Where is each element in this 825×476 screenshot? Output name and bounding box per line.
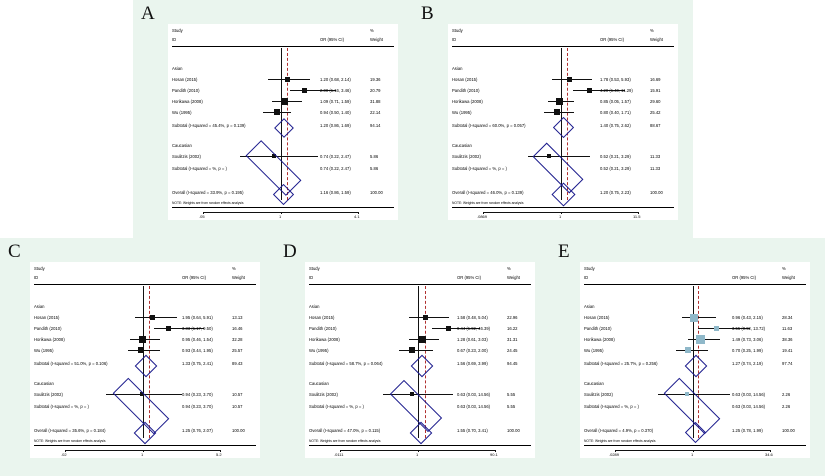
overall-or-c: 1.25 (0.76, 2.07) <box>182 428 213 433</box>
study-label-d-2: Horikawa (2008) <box>309 337 340 342</box>
or-value-a-2: 1.09 (0.71, 1.59) <box>320 99 351 104</box>
subtotal-weight-d-asian: 94.45 <box>507 361 518 366</box>
ci-line-e-3 <box>676 350 708 351</box>
or-value-a-1: 2.00 (1.16, 3.46) <box>320 88 351 93</box>
header-divider-a <box>172 46 394 47</box>
header-study-e: Study <box>584 266 595 271</box>
weight-value-e-4: 2.26 <box>782 392 791 397</box>
header-id-e: ID <box>584 275 589 280</box>
x-label-right-b: 11.5 <box>633 214 641 219</box>
weight-value-e-0: 28.34 <box>782 315 793 320</box>
x-label-center-a: 1 <box>279 214 282 219</box>
x-label-left-a: .05 <box>199 214 205 219</box>
x-label-center-b: 1 <box>559 214 562 219</box>
study-label-a-1: Pandith (2010) <box>172 88 200 93</box>
subtotal-weight-d-cauc: 5.55 <box>507 404 516 409</box>
subtotal-label-b-asian: Subtotal (I-squared = 60.0%, p = 0.057) <box>452 123 526 128</box>
note-b: NOTE: Weights are from random effects analysis <box>452 201 524 205</box>
study-label-e-1: Pandith (2010) <box>584 326 612 331</box>
x-label-left-d: .0111 <box>334 452 344 457</box>
ci-line-d-3 <box>399 350 433 351</box>
subtotal-or-d-asian: 1.56 (0.69, 3.99) <box>457 361 488 366</box>
or-value-b-3: 0.80 (0.40, 1.71) <box>600 110 631 115</box>
subtotal-or-b-asian: 1.40 (0.75, 2.62) <box>600 123 631 128</box>
marker-b-0 <box>567 77 572 82</box>
header-divider-b <box>452 46 674 47</box>
study-label-d-4: Soulitzis (2002) <box>309 392 338 397</box>
overall-weight-b: 100.00 <box>650 190 663 195</box>
subtotal-label-d-asian: Subtotal (I-squared = 58.7%, p = 0.064) <box>309 361 383 366</box>
forest-plot-b <box>448 24 678 220</box>
weight-value-a-3: 22.14 <box>370 110 381 115</box>
axis-divider-d <box>309 445 531 446</box>
group-header-asian-c: Asian <box>34 304 45 309</box>
header-or-d: OR (95% CI) <box>457 275 481 280</box>
x-label-right-c: 5.2 <box>216 452 222 457</box>
x-label-right-a: 4.1 <box>354 214 360 219</box>
or-value-d-1: 9.44 (1.92, 46.39) <box>457 326 491 331</box>
study-label-e-3: Wu (1995) <box>584 348 604 353</box>
overall-label-e: Overall (I-squared = 4.9%, p = 0.370) <box>584 428 654 433</box>
x-label-center-d: 1 <box>416 452 419 457</box>
header-id-c: ID <box>34 275 39 280</box>
study-label-e-4: Soulitzis (2002) <box>584 392 613 397</box>
weight-value-a-0: 19.36 <box>370 77 381 82</box>
weight-value-b-2: 29.60 <box>650 99 661 104</box>
group-header-caucasian-b: Caucasian <box>452 143 472 148</box>
overall-or-e: 1.25 (0.78, 1.99) <box>732 428 763 433</box>
study-label-a-4: Soulitzis (2002) <box>172 154 201 159</box>
overall-or-b: 1.20 (0.75, 2.23) <box>600 190 631 195</box>
subtotal-label-a-cauc: Subtotal (I-squared = %, p = ) <box>172 166 227 171</box>
panel-letter-d: D <box>283 241 297 262</box>
or-value-c-1: 3.33 (1.17, 9.50) <box>182 326 213 331</box>
subtotal-weight-e-asian: 97.74 <box>782 361 793 366</box>
overall-weight-e: 100.00 <box>782 428 795 433</box>
overall-label-d: Overall (I-squared = 47.0%, p = 0.115) <box>309 428 381 433</box>
weight-value-c-2: 32.28 <box>232 337 243 342</box>
study-label-b-3: Wu (1995) <box>452 110 472 115</box>
or-value-e-2: 1.49 (0.73, 3.06) <box>732 337 763 342</box>
or-value-a-0: 1.20 (0.68, 2.14) <box>320 77 351 82</box>
study-label-d-1: Pandith (2010) <box>309 326 337 331</box>
subtotal-label-b-cauc: Subtotal (I-squared = %, p = ) <box>452 166 507 171</box>
study-label-b-2: Horikawa (2008) <box>452 99 483 104</box>
header-divider-e <box>584 284 806 285</box>
marker-d-1 <box>446 326 451 331</box>
study-label-c-0: Hosan (2015) <box>34 315 60 320</box>
or-value-b-2: 0.85 (0.05, 1.57) <box>600 99 631 104</box>
note-a: NOTE: Weights are from random effects analysis <box>172 201 244 205</box>
subtotal-or-e-cauc: 0.63 (0.03, 14.56) <box>732 404 766 409</box>
axis-divider-e <box>584 445 806 446</box>
subtotal-diamond-d-asian <box>411 355 434 378</box>
subtotal-label-e-cauc: Subtotal (I-squared = %, p = ) <box>584 404 639 409</box>
header-or-e: OR (95% CI) <box>732 275 756 280</box>
ci-line-e-0 <box>682 317 716 318</box>
header-pct-b: % <box>650 28 654 33</box>
or-value-c-4: 0.94 (0.23, 3.70) <box>182 392 213 397</box>
marker-a-2 <box>281 98 288 105</box>
subtotal-diamond-a-asian <box>274 118 294 138</box>
subtotal-weight-e-cauc: 2.26 <box>782 404 791 409</box>
or-value-b-4: 0.52 (0.21, 3.29) <box>600 154 631 159</box>
header-study-c: Study <box>34 266 45 271</box>
panel-letter-c: C <box>8 241 21 262</box>
header-weight-e: Weight <box>782 275 795 280</box>
subtotal-or-a-asian: 1.20 (0.86, 1.69) <box>320 123 351 128</box>
or-value-a-3: 0.94 (0.50, 1.40) <box>320 110 351 115</box>
or-value-d-2: 1.28 (0.61, 3.03) <box>457 337 488 342</box>
weight-value-e-3: 19.41 <box>782 348 793 353</box>
weight-value-d-0: 22.96 <box>507 315 518 320</box>
weight-value-d-4: 5.55 <box>507 392 516 397</box>
subtotal-or-a-cauc: 0.74 (0.22, 2.47) <box>320 166 351 171</box>
header-weight-a: Weight <box>370 37 383 42</box>
overall-label-b: Overall (I-squared = 46.0%, p = 0.139) <box>452 190 524 195</box>
header-weight-b: Weight <box>650 37 663 42</box>
subtotal-diamond-e-asian <box>685 355 708 378</box>
or-value-e-1: 3.55 (0.92, 13.72) <box>732 326 766 331</box>
study-label-c-2: Horikawa (2008) <box>34 337 65 342</box>
header-weight-d: Weight <box>507 275 520 280</box>
group-header-caucasian-e: Caucasian <box>584 381 604 386</box>
header-id-b: ID <box>452 37 457 42</box>
note-d: NOTE: Weights are from random effects analysis <box>309 439 381 443</box>
marker-c-0 <box>150 315 155 320</box>
weight-value-b-3: 25.42 <box>650 110 661 115</box>
subtotal-diamond-a-cauc <box>246 140 302 196</box>
marker-c-3 <box>138 347 144 353</box>
study-label-d-0: Hosan (2015) <box>309 315 335 320</box>
overall-label-a: Overall (I-squared = 33.9%, p = 0.195) <box>172 190 244 195</box>
study-label-c-3: Wu (1995) <box>34 348 54 353</box>
study-label-c-4: Soulitzis (2002) <box>34 392 63 397</box>
study-label-c-1: Pandith (2010) <box>34 326 62 331</box>
weight-value-a-2: 31.88 <box>370 99 381 104</box>
marker-d-0 <box>423 315 428 320</box>
ci-line-b-0 <box>552 79 592 80</box>
note-c: NOTE: Weights are from random effects analysis <box>34 439 106 443</box>
study-label-d-3: Wu (1995) <box>309 348 329 353</box>
overall-weight-a: 100.00 <box>370 190 383 195</box>
weight-value-e-1: 11.63 <box>782 326 793 331</box>
weight-value-b-4: 11.33 <box>650 154 661 159</box>
marker-e-0 <box>690 314 698 322</box>
marker-b-1 <box>587 88 592 93</box>
header-weight-c: Weight <box>232 275 245 280</box>
subtotal-diamond-d-cauc <box>390 380 442 432</box>
weight-value-e-2: 38.36 <box>782 337 793 342</box>
subtotal-label-c-cauc: Subtotal (I-squared = %, p = ) <box>34 404 89 409</box>
x-label-right-d: 90.1 <box>490 452 498 457</box>
group-header-caucasian-a: Caucasian <box>172 143 192 148</box>
weight-value-c-0: 13.13 <box>232 315 243 320</box>
or-value-e-3: 0.70 (0.25, 1.99) <box>732 348 763 353</box>
weight-value-d-3: 24.45 <box>507 348 518 353</box>
marker-a-1 <box>302 88 307 93</box>
or-value-b-0: 1.78 (0.53, 5.93) <box>600 77 631 82</box>
marker-a-3 <box>274 109 280 115</box>
header-pct-d: % <box>507 266 511 271</box>
subtotal-or-c-cauc: 0.94 (0.23, 3.70) <box>182 404 213 409</box>
subtotal-label-c-asian: Subtotal (I-squared = 51.0%, p = 0.106) <box>34 361 108 366</box>
study-label-e-2: Horikawa (2008) <box>584 337 615 342</box>
marker-c-2 <box>139 336 146 343</box>
marker-e-1 <box>714 326 719 331</box>
forest-plot-c <box>30 262 260 458</box>
header-divider-c <box>34 284 256 285</box>
subtotal-label-d-cauc: Subtotal (I-squared = %, p = ) <box>309 404 364 409</box>
weight-value-b-0: 16.69 <box>650 77 661 82</box>
panel-letter-b: B <box>421 3 434 24</box>
axis-divider-b <box>452 207 674 208</box>
subtotal-weight-b-cauc: 11.33 <box>650 166 661 171</box>
marker-b-2 <box>556 98 563 105</box>
marker-e-3 <box>685 347 691 353</box>
marker-b-3 <box>554 109 560 115</box>
weight-value-c-3: 25.57 <box>232 348 243 353</box>
study-label-a-2: Horikawa (2008) <box>172 99 203 104</box>
group-header-asian-e: Asian <box>584 304 595 309</box>
axis-divider-a <box>172 207 394 208</box>
weight-value-a-4: 5.86 <box>370 154 379 159</box>
subtotal-label-e-asian: Subtotal (I-squared = 25.7%, p = 0.256) <box>584 361 658 366</box>
overall-or-d: 1.55 (0.70, 3.41) <box>457 428 488 433</box>
header-study-b: Study <box>452 28 463 33</box>
or-value-d-3: 0.67 (0.23, 2.00) <box>457 348 488 353</box>
or-value-a-4: 0.74 (0.22, 2.47) <box>320 154 351 159</box>
header-or-b: OR (95% CI) <box>600 37 624 42</box>
forest-plot-d <box>305 262 535 458</box>
subtotal-weight-a-cauc: 5.86 <box>370 166 379 171</box>
weight-value-d-1: 16.22 <box>507 326 518 331</box>
marker-d-3 <box>409 347 415 353</box>
or-value-d-4: 0.63 (0.03, 14.56) <box>457 392 491 397</box>
weight-value-a-1: 20.79 <box>370 88 381 93</box>
marker-a-0 <box>285 77 290 82</box>
study-label-b-4: Soulitzis (2002) <box>452 154 481 159</box>
header-or-c: OR (95% CI) <box>182 275 206 280</box>
subtotal-weight-b-asian: 88.67 <box>650 123 661 128</box>
x-label-center-e: 1 <box>691 452 694 457</box>
weight-value-b-1: 15.91 <box>650 88 661 93</box>
ci-line-d-0 <box>409 317 449 318</box>
group-header-caucasian-d: Caucasian <box>309 381 329 386</box>
group-header-asian-a: Asian <box>172 66 183 71</box>
or-value-c-0: 1.95 (0.64, 5.91) <box>182 315 213 320</box>
note-e: NOTE: Weights are from random effects analysis <box>584 439 656 443</box>
or-value-c-3: 0.93 (0.44, 1.95) <box>182 348 213 353</box>
header-study-a: Study <box>172 28 183 33</box>
study-label-a-3: Wu (1995) <box>172 110 192 115</box>
study-label-b-0: Hosan (2015) <box>452 77 478 82</box>
marker-d-2 <box>419 336 426 343</box>
panel-letter-a: A <box>141 3 155 24</box>
x-label-center-c: 1 <box>141 452 144 457</box>
subtotal-or-c-asian: 1.33 (0.75, 2.41) <box>182 361 213 366</box>
group-header-asian-d: Asian <box>309 304 320 309</box>
or-value-e-4: 0.63 (0.03, 14.56) <box>732 392 766 397</box>
weight-value-d-2: 31.31 <box>507 337 518 342</box>
header-pct-c: % <box>232 266 236 271</box>
overall-or-a: 1.16 (0.86, 1.59) <box>320 190 351 195</box>
subtotal-label-a-asian: Subtotal (I-squared = 45.4%, p = 0.139) <box>172 123 246 128</box>
panel-letter-e: E <box>558 241 570 262</box>
overall-weight-c: 100.00 <box>232 428 245 433</box>
subtotal-weight-c-cauc: 10.57 <box>232 404 243 409</box>
marker-e-2 <box>696 335 705 344</box>
x-label-left-e: .0289 <box>609 452 620 457</box>
header-pct-a: % <box>370 28 374 33</box>
ci-line-c-3 <box>128 350 160 351</box>
x-label-left-c: .02 <box>61 452 67 457</box>
study-label-a-0: Hosan (2015) <box>172 77 198 82</box>
subtotal-or-d-cauc: 0.63 (0.03, 14.56) <box>457 404 491 409</box>
forest-plot-e <box>580 262 810 458</box>
header-pct-e: % <box>782 266 786 271</box>
subtotal-diamond-b-asian <box>553 117 574 138</box>
axis-divider-c <box>34 445 256 446</box>
overall-weight-d: 100.00 <box>507 428 520 433</box>
marker-c-1 <box>166 326 171 331</box>
overall-label-c: Overall (I-squared = 35.6%, p = 0.184) <box>34 428 106 433</box>
subtotal-or-b-cauc: 0.52 (0.21, 3.29) <box>600 166 631 171</box>
ci-line-c-0 <box>135 317 177 318</box>
or-value-e-0: 0.96 (0.43, 2.15) <box>732 315 763 320</box>
x-label-right-e: 34.6 <box>765 452 773 457</box>
subtotal-diamond-c-asian <box>135 355 158 378</box>
subtotal-weight-a-asian: 94.14 <box>370 123 381 128</box>
subtotal-or-e-asian: 1.27 (0.74, 2.19) <box>732 361 763 366</box>
study-label-b-1: Pandith (2010) <box>452 88 480 93</box>
group-header-asian-b: Asian <box>452 66 463 71</box>
forest-plot-a <box>168 24 398 220</box>
or-value-b-1: 4.20 (1.40, 11.29) <box>600 88 633 93</box>
header-study-d: Study <box>309 266 320 271</box>
weight-value-c-1: 16.46 <box>232 326 243 331</box>
header-divider-d <box>309 284 531 285</box>
or-value-c-2: 0.95 (0.46, 1.54) <box>182 337 213 342</box>
header-or-a: OR (95% CI) <box>320 37 344 42</box>
x-label-left-b: .0869 <box>477 214 488 219</box>
header-id-a: ID <box>172 37 177 42</box>
study-label-e-0: Hosan (2015) <box>584 315 610 320</box>
subtotal-diamond-b-cauc <box>533 143 584 194</box>
group-header-caucasian-c: Caucasian <box>34 381 54 386</box>
subtotal-weight-c-asian: 89.43 <box>232 361 243 366</box>
weight-value-c-4: 10.57 <box>232 392 243 397</box>
or-value-d-0: 1.58 (0.48, 5.04) <box>457 315 488 320</box>
header-id-d: ID <box>309 275 314 280</box>
